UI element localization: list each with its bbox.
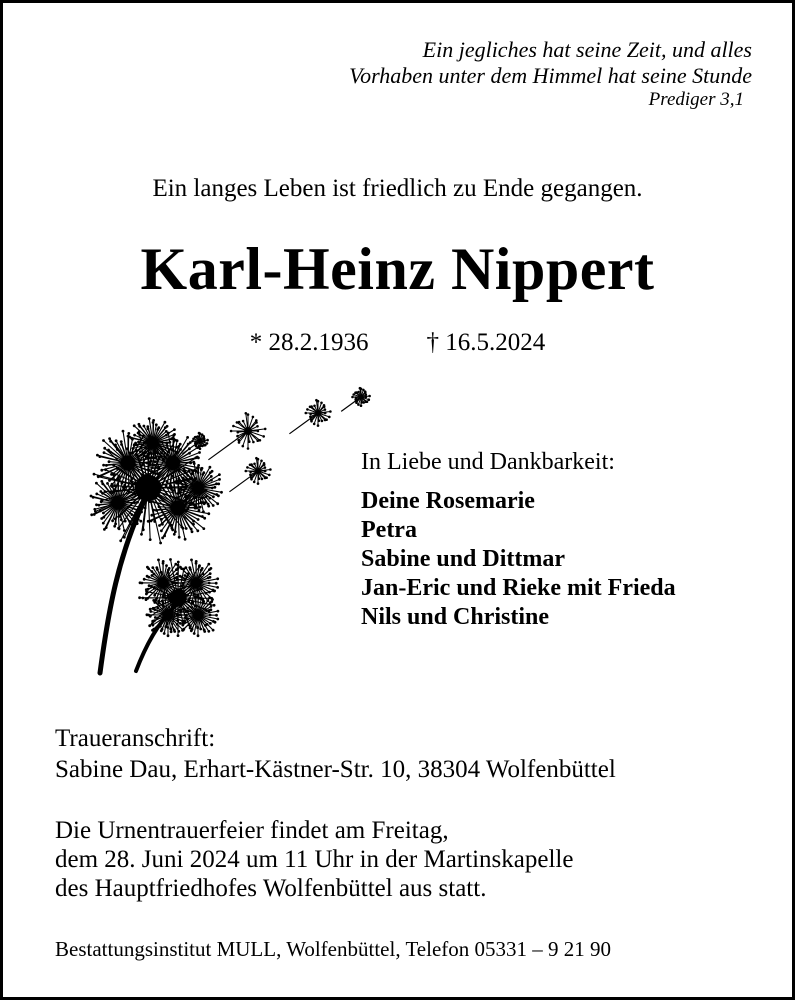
ceremony-info — [55, 816, 573, 903]
dedication-text: In Liebe und Dankbarkeit: — [361, 449, 615, 475]
undertaker-info: Bestattungsinstitut MULL, Wolfenbüttel, Telefon 05331 – 9 21 90 — [55, 937, 612, 961]
family-member: Jan-Eric und Rieke mit Frieda — [361, 575, 676, 601]
quote-line: Vorhaben unter dem Himmel hat seine Stunde — [349, 63, 752, 88]
family-member: Petra — [361, 517, 417, 543]
quote-line: Ein jegliches hat seine Zeit, und alles — [422, 37, 752, 62]
address-label: Traueranschrift: — [55, 725, 216, 752]
ceremony-line: dem 28. Juni 2024 um 11 Uhr in der Martinskapelle — [55, 846, 574, 873]
dandelion-icon — [78, 383, 378, 678]
family-member: Deine Rosemarie — [361, 488, 535, 514]
family-member: Sabine und Dittmar — [361, 546, 566, 572]
life-dates — [3, 329, 792, 357]
dandelion-head-small — [138, 558, 219, 637]
ceremony-line: Die Urnentrauerfeier findet am Freitag, — [55, 817, 449, 844]
mourning-address: Sabine Dau, Erhart-Kästner-Str. 10, 38304 Wolfenbüttel — [55, 756, 616, 783]
family-list — [361, 487, 676, 632]
death-date: † 16.5.2024 — [426, 329, 546, 356]
birth-date: * 28.2.1936 — [249, 329, 369, 356]
intro-text: Ein langes Leben ist friedlich zu Ende gegangen. — [152, 175, 643, 202]
deceased-name: Karl-Heinz Nippert — [140, 236, 655, 302]
ceremony-line: des Hauptfriedhofes Wolfenbüttel aus statt. — [55, 875, 487, 902]
family-member: Nils und Christine — [361, 604, 550, 630]
quote-reference: Prediger 3,1 — [648, 89, 744, 110]
bible-quote — [349, 37, 752, 111]
